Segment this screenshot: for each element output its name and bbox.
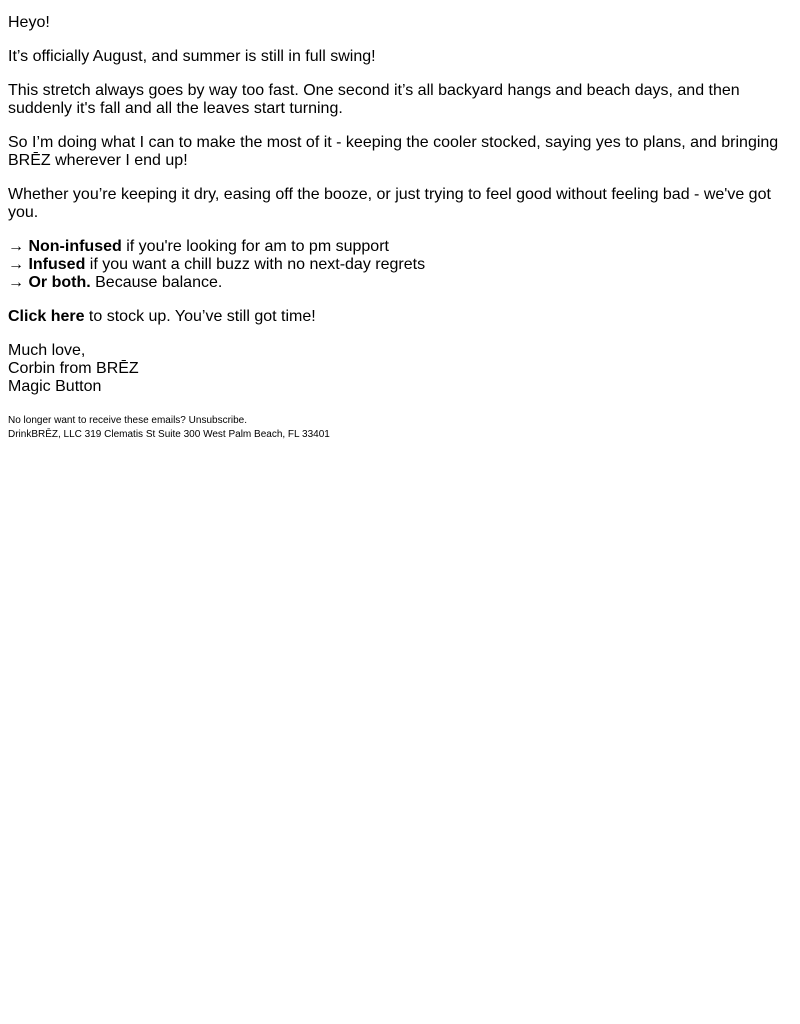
paragraph-stretch: This stretch always goes by way too fast. One second it’s all backyard hangs and beach days, and then suddenly it's fall and all the leaves start turning. — [8, 82, 740, 117]
click-here-link[interactable]: Click here — [8, 308, 85, 325]
greeting: Heyo! — [8, 14, 50, 31]
paragraph-cooler: So I’m doing what I can to make the most of it - keeping the cooler stocked, saying yes to plans, and bringing BRĒZ wherever I end up! — [8, 134, 779, 169]
magic-button-link[interactable]: Magic Button — [8, 378, 102, 395]
signoff-name: Corbin from BRĒZ — [8, 360, 139, 377]
footer — [8, 414, 792, 442]
cta-text: to stock up. You’ve still got time! — [84, 308, 316, 325]
cta-paragraph — [8, 308, 792, 326]
unsubscribe-period: . — [244, 415, 248, 426]
paragraph-intro: It’s officially August, and summer is still in full swing! — [8, 48, 376, 65]
signoff-much-love: Much love, — [8, 342, 86, 359]
option-infused — [8, 256, 792, 274]
paragraph-dry: Whether you’re keeping it dry, easing off the booze, or just trying to feel good without feeling bad - we've got you. — [8, 186, 771, 221]
email-body — [8, 14, 792, 442]
options-list — [8, 238, 792, 292]
unsubscribe-link[interactable]: Unsubscribe — [188, 415, 245, 426]
arrow-icon: → — [8, 274, 24, 291]
signoff — [8, 342, 792, 396]
option-label: Or both. — [28, 274, 91, 291]
option-text: if you want a chill buzz with no next-day regrets — [85, 256, 426, 273]
unsubscribe-line — [8, 414, 792, 428]
arrow-icon: → — [8, 238, 24, 255]
company-address: DrinkBRĒZ, LLC 319 Clematis St Suite 300 West Palm Beach, FL 33401 — [8, 429, 330, 440]
option-label: Non-infused — [28, 238, 122, 255]
arrow-icon: → — [8, 256, 24, 273]
option-text: if you're looking for am to pm support — [121, 238, 389, 255]
option-label: Infused — [28, 256, 86, 273]
option-non-infused — [8, 238, 792, 256]
option-both — [8, 274, 792, 292]
unsubscribe-prompt: No longer want to receive these emails? — [8, 415, 189, 426]
option-text: Because balance. — [90, 274, 223, 291]
